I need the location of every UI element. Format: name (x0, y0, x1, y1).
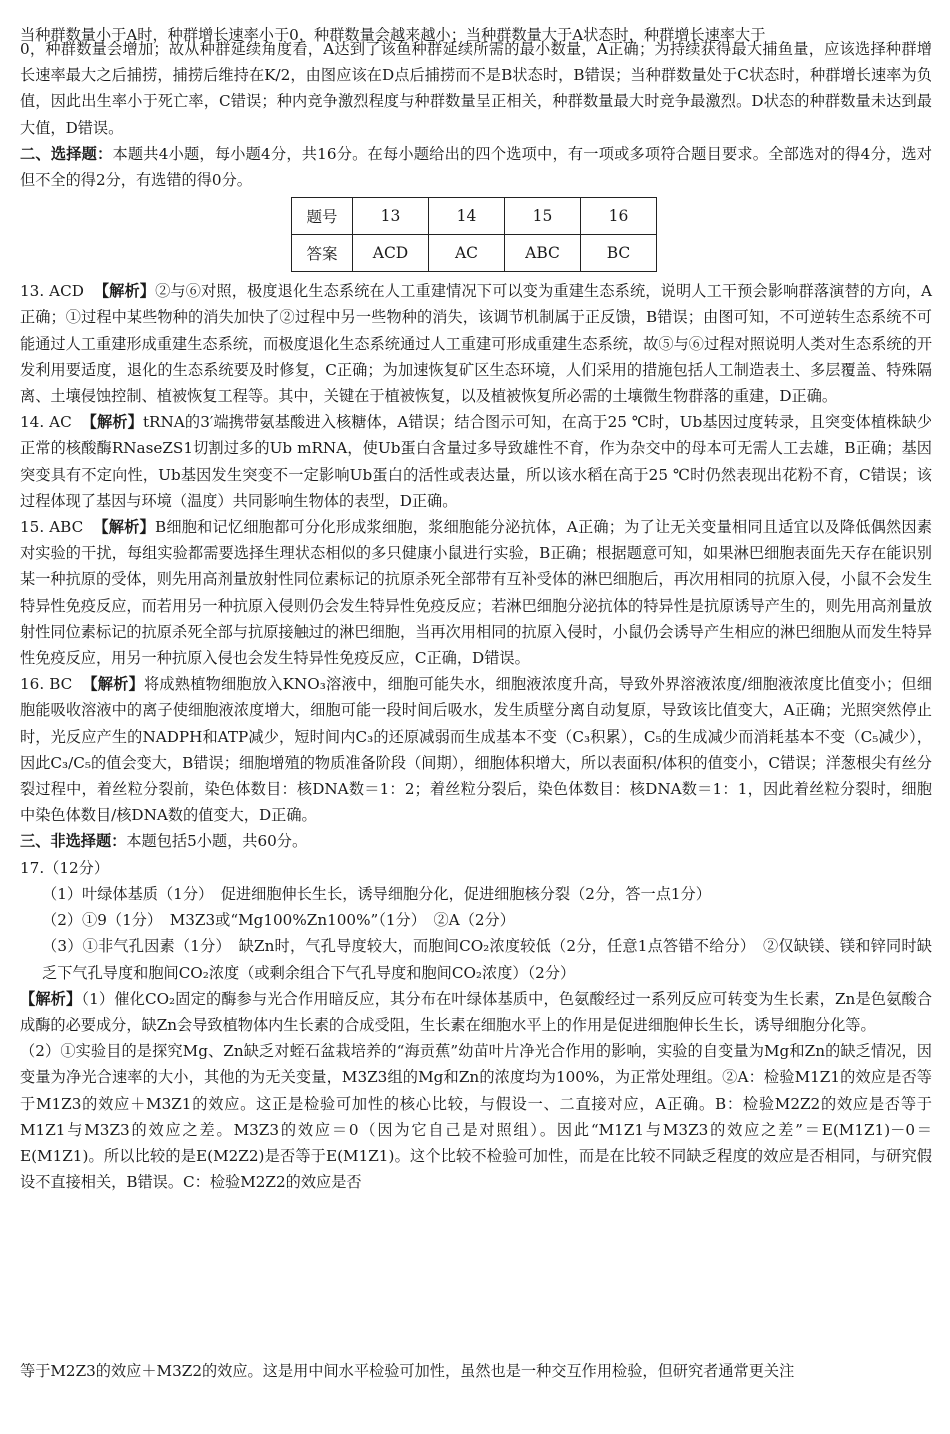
item-13-text: ②与⑥对照，极度退化生态系统在人工重建情况下可以变为重建生态系统，说明人工干预会影响群落演替的方向，A正确；①过程中某些物种的消失加快了②过程中另一些物种的消失，该调节机制属于正反馈，B错误；由图可知，不可逆转生态系统不可能通过人工重建形成重建生态系统，而极度退化生态系统通过人工重建可形成重建生态系统，故⑤与⑥过程对照说明人类对生态系统的开发利用要适度，退化的生态系统要及时修复，C正确；为加速恢复矿区生态环境，人们采用的措施包括人工制造表土、多层覆盖、特殊隔离、土壤侵蚀控制、植被恢复工程等。其中，关键在于植被恢复，以及植被恢复所必需的土壤微生物群落的重建，D正确。 (20, 282, 933, 406)
q17-answer-1: （1）叶绿体基质（1分） 促进细胞伸长生长，诱导细胞分化，促进细胞核分裂（2分，答一点1分） (42, 884, 711, 903)
top-paragraph: 0，种群数量会增加；故从种群延续角度看，A达到了该鱼种群延续所需的最小数量，A正确；为持续获得最大捕鱼量，应该选择种群增长速率最大之后捕捞，捕捞后维持在K/2，由图应该在D点后捕捞而不是B状态时，B错误；当种群数量处于C状态时，种群增长速率为负值，因此出生率小于死亡率，C错误；种内竞争激烈程度与种群数量呈正相关，种群数量最大时竞争最激烈。D状态的种群数量未达到最大值，D错误。 (20, 40, 932, 137)
item-16-text: 将成熟植物细胞放入KNO₃溶液中，细胞可能失水，细胞液浓度升高，导致外界溶液浓度/细胞液浓度比值变小；但细胞能吸收溶液中的离子使细胞液浓度增大，细胞可能一段时间后吸水，发生质壁分离自动复原，导致该比值变大，A正确；光照突然停止时，光反应产生的NADPH和ATP减少，短时间内C₃的还原减弱而生成基本不变（C₃积累），C₅的生成减少而消耗基本不变（C₅减少），因此C₃/C₅的值会变大，B错误；细胞增殖的物质准备阶段（间期），细胞体积增大，所以表面积/体积的值变小，C错误；洋葱根尖有丝分裂过程中，着丝粒分裂前，染色体数目：核DNA数＝1：2；着丝粒分裂后，染色体数目：核DNA数＝1：1，因此着丝粒分裂时，细胞中染色体数目/核DNA数的值变大，D正确。 (20, 675, 932, 825)
q17-explanation-1-text: （1）催化CO₂固定的酶参与光合作用暗反应，其分布在叶绿体基质中，色氨酸经过一系列反应可转变为生长素，Zn是色氨酸合成酶的必要成分，缺Zn会导致植物体内生长素的合成受阻，生长素在细胞水平上的作用是促进细胞伸长生长，诱导细胞分化等。 (20, 989, 933, 1034)
table-cell: 15 (505, 198, 581, 235)
table-cell: ACD (353, 235, 429, 272)
item-14-text: tRNA的3′端携带氨基酸进入核糖体，A错误；结合图示可知，在高于25 ℃时，Ub基因过度转录，且突变体植株缺少正常的核酸酶RNaseZS1切割过多的Ub mRNA，使Ub蛋白含量过多导致雄性不育，作为杂交中的母本可无需人工去雄，B正确；基因突变具有不定向性，Ub基因发生突变不一定影响Ub蛋白的活性或表达量，所以该水稻在高于25 ℃时仍然表现出花粉不育，C错误；该过程体现了基因与环境（温度）共同影响生物体的表型，D正确。 (20, 413, 933, 510)
q17-answer-2: （2）①9（1分） M3Z3或“Mg100%Zn100%”（1分） ②A（2分） (42, 911, 515, 930)
item-15-head: 15. ABC (20, 518, 84, 537)
item-15-text: B细胞和记忆细胞都可分化形成浆细胞，浆细胞能分泌抗体，A正确；为了让无关变量相同且适宜以及降低偶然因素对实验的干扰，每组实验都需要选择生理状态相似的多只健康小鼠进行实验，B正确；根据题意可知，如果淋巴细胞表面先天存在能识别某一种抗原的受体，则先用高剂量放射性同位素标记的抗原杀死全部带有互补受体的淋巴细胞后，再次用相同的抗原入侵，小鼠不会发生特异性免疫反应，而若用另一种抗原入侵则仍会发生特异性免疫反应；若淋巴细胞分泌抗体的特异性是抗原诱导产生的，则先用高剂量放射性同位素标记的抗原杀死全部与抗原接触过的淋巴细胞，当再次用相同的抗原入侵时，小鼠仍会诱导产生相应的淋巴细胞从而发生特异性免疫反应，用另一种抗原入侵也会发生特异性免疫反应，C正确，D错误。 (20, 518, 933, 668)
q17-answer-3: （3）①非气孔因素（1分） 缺Zn时，气孔导度较大，而胞间CO₂浓度较低（2分，任意1点答错不给分） ②仅缺镁、镁和锌同时缺乏下气孔导度和胞间CO₂浓度（或剩余组合下气孔导度和胞间CO₂浓度）（2分） (42, 937, 932, 982)
q17-tag: 【解析】 (20, 989, 82, 1008)
item-16-tag: 【解析】 (82, 675, 144, 694)
table-answer-label: 答案 (292, 235, 353, 272)
item-14-tag: 【解析】 (81, 413, 143, 432)
section-3-title: 三、非选择题： (20, 832, 127, 851)
item-14 (20, 409, 932, 514)
item-16-head: 16. BC (20, 675, 73, 694)
table-cell: BC (581, 235, 657, 272)
cut-off-top-line (20, 0, 932, 44)
section-3-description: 本题包括5小题，共60分。 (126, 832, 308, 851)
answer-table (291, 197, 657, 272)
section-2-description: 本题共4小题，每小题4分，共16分。在每小题给出的四个选项中，有一项或多项符合题目要求。全部选对的得4分，选对但不全的得2分，有选错的得0分。 (20, 144, 932, 190)
document-body (20, 36, 932, 1195)
item-14-head: 14. AC (20, 413, 72, 432)
item-15 (20, 514, 932, 671)
q17-explanation-2: （2）①实验目的是探究Mg、Zn缺乏对蛭石盆栽培养的“海贡蕉”幼苗叶片净光合作用的影响，实验的自变量为Mg和Zn的缺乏情况，因变量为净光合速率的大小，其他的为无关变量，M3Z3组的Mg和Zn的浓度均为100%，为正常处理组。②A：检验M1Z1的效应是否等于M1Z3的效应＋M3Z1的效应。这正是检验可加性的核心比较，与假设一、二直接对应，A正确。B：检验M2Z2的效应是否等于M1Z1与M3Z3的效应之差。M3Z3的效应＝0（因为它自己是对照组）。因此“M1Z1与M3Z3的效应之差”＝E(M1Z1)－0＝E(M1Z1)。所以比较的是E(M2Z2)是否等于E(M1Z1)。这个比较不检验可加性，而是在比较不同缺乏程度的效应是否相同，与研究假设不直接相关，B错误。C：检验M2Z2的效应是否 (20, 1042, 932, 1192)
table-cell: ABC (505, 235, 581, 272)
q17-explanation-1 (20, 986, 932, 1038)
cut-bottom-text: 等于M2Z3的效应＋M3Z2的效应。这是用中间水平检验可加性，虽然也是一种交互作用检验，但研究者通常更关注 (20, 1362, 795, 1380)
section-2-title: 二、选择题： (20, 144, 113, 163)
item-16 (20, 671, 932, 828)
q17-head: 17.（12分） (20, 858, 110, 877)
item-13 (20, 278, 932, 409)
section-3-heading (20, 828, 932, 854)
item-13-head: 13. ACD (20, 282, 84, 301)
table-cell: 14 (429, 198, 505, 235)
table-cell: 13 (353, 198, 429, 235)
table-header-label: 题号 (292, 198, 353, 235)
table-cell: 16 (581, 198, 657, 235)
table-row (292, 198, 657, 235)
section-2-heading (20, 141, 932, 193)
item-13-tag: 【解析】 (93, 282, 156, 301)
item-15-tag: 【解析】 (93, 518, 155, 537)
cut-off-bottom-line (20, 1358, 932, 1380)
table-row (292, 235, 657, 272)
cut-top-text: 当种群数量小于A时，种群增长速率小于0，种群数量会越来越小；当种群数量大于A状态时，种群增长速率大于 (20, 25, 766, 44)
table-cell: AC (429, 235, 505, 272)
